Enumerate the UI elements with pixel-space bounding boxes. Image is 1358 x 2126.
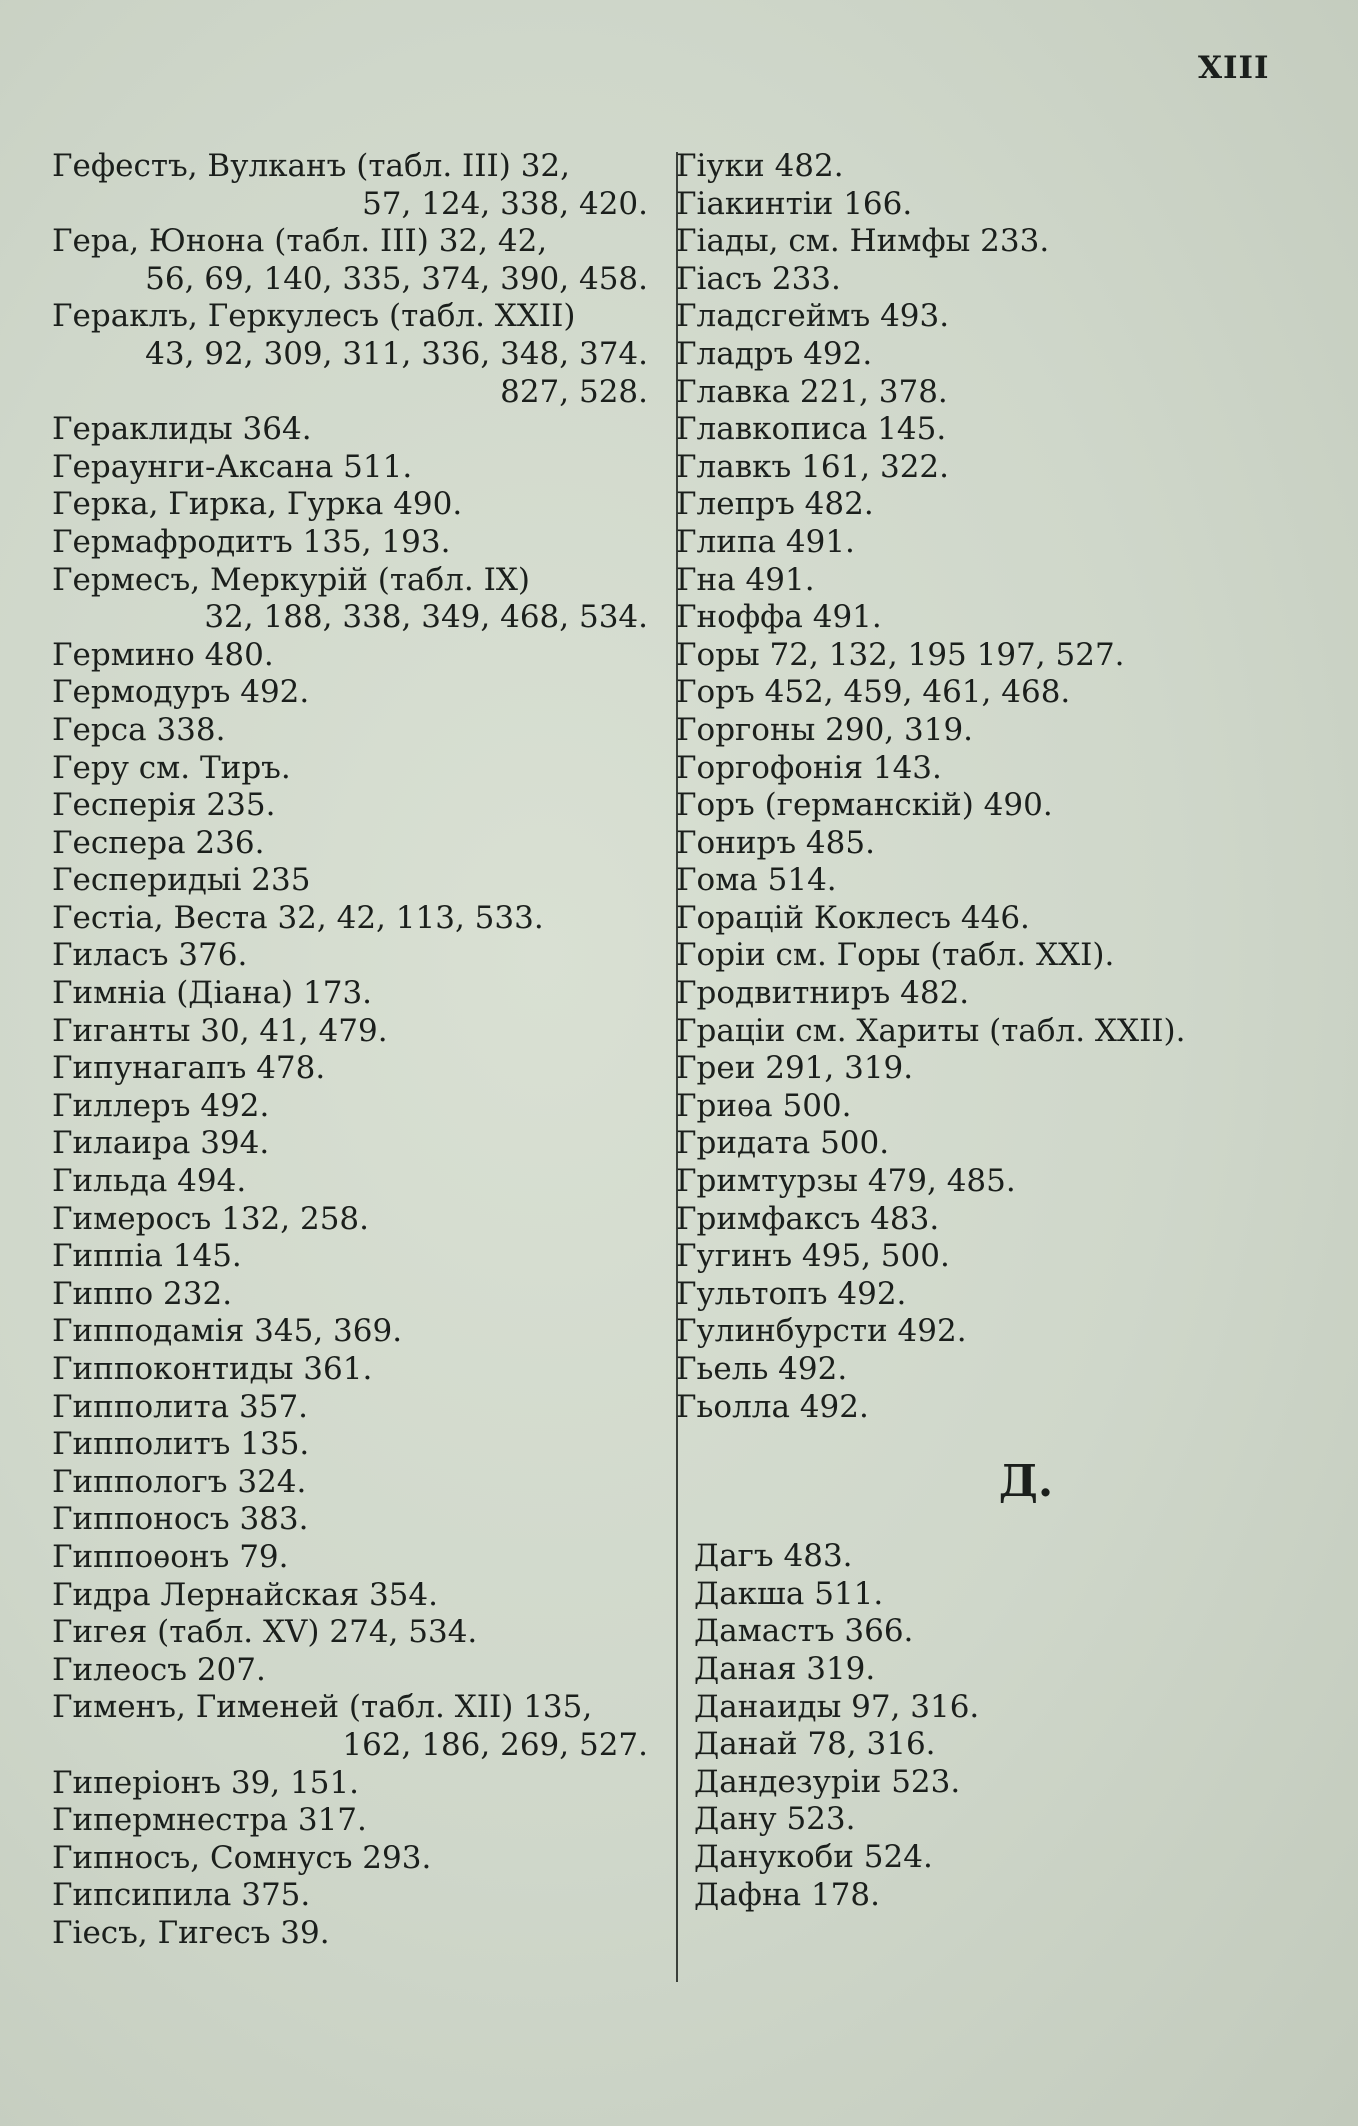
index-entry: Гиппо 232. xyxy=(52,1275,233,1312)
index-entry: Гугинъ 495, 500. xyxy=(676,1238,950,1275)
index-entry: Гладсгеймъ 493. xyxy=(676,298,950,335)
index-entry: Гимеросъ 132, 258. xyxy=(52,1200,369,1237)
index-entry: Гиппоконтиды 361. xyxy=(52,1351,373,1387)
index-entry: Гермино 480. xyxy=(52,636,274,673)
index-entry: Гигея (табл. XV) 274, 534. xyxy=(52,1614,478,1651)
index-entry: 162, 186, 269, 527. xyxy=(342,1726,648,1763)
index-entry: Гипсипила 375. xyxy=(52,1877,311,1914)
index-entry: Гіуки 482. xyxy=(676,148,844,184)
index-entry: Данукоби 524. xyxy=(694,1838,933,1875)
index-entry: Герка, Гирка, Гурка 490. xyxy=(52,486,463,523)
index-entry: Гіакинтіи 166. xyxy=(676,185,913,222)
index-entry: Граціи см. Хариты (табл. XXII). xyxy=(676,1012,1186,1049)
index-entry: Горъ 452, 459, 461, 468. xyxy=(676,674,1071,711)
index-entry: Горы 72, 132, 195 197, 527. xyxy=(676,636,1125,673)
index-entry: Гиппоѳонъ 79. xyxy=(52,1538,289,1575)
index-entry: Гермесъ, Меркурій (табл. IX) xyxy=(52,561,530,598)
index-entry: Гефестъ, Вулканъ (табл. III) 32, xyxy=(52,148,571,184)
index-entry: Гиппіа 145. xyxy=(52,1238,242,1275)
index-entry: Горгоны 290, 319. xyxy=(676,711,974,748)
index-entry: Гесперидыі 235 xyxy=(52,862,311,899)
index-entry: Гидра Лернайская 354. xyxy=(52,1576,438,1613)
index-entry: Гиганты 30, 41, 479. xyxy=(52,1012,388,1049)
index-entry: 32, 188, 338, 349, 468, 534. xyxy=(204,599,648,636)
index-entry: Гераунги-Аксана 511. xyxy=(52,448,413,485)
index-entry: Гіесъ, Гигесъ 39. xyxy=(52,1914,330,1951)
index-column-left xyxy=(52,148,662,1953)
index-entry: Горгофонія 143. xyxy=(676,749,942,786)
index-entry: Дану 523. xyxy=(694,1801,856,1838)
index-entry: Дагъ 483. xyxy=(694,1538,853,1575)
index-entry: Гиппоносъ 383. xyxy=(52,1501,309,1538)
index-entry: Гилеосъ 207. xyxy=(52,1651,266,1688)
index-entry: Глипа 491. xyxy=(676,523,855,560)
index-entry: Гипподамія 345, 369. xyxy=(52,1313,403,1350)
index-entry: Гримфаксъ 483. xyxy=(676,1200,940,1237)
index-entry: Гридата 500. xyxy=(676,1125,890,1162)
index-entry: Гермодуръ 492. xyxy=(52,674,310,711)
index-entry: Дамастъ 366. xyxy=(694,1613,914,1650)
index-entry: Гераклиды 364. xyxy=(52,411,312,448)
index-entry: Данаиды 97, 316. xyxy=(694,1688,980,1725)
index-entry: Гипермнестра 317. xyxy=(52,1802,367,1839)
index-entry: Гераклъ, Геркулесъ (табл. XXII) xyxy=(52,298,576,335)
index-entry: Глепръ 482. xyxy=(676,486,874,523)
index-entry: Гипполита 357. xyxy=(52,1388,309,1425)
index-entry: Греи 291, 319. xyxy=(676,1050,914,1087)
index-entry: Гипунагапъ 478. xyxy=(52,1050,326,1087)
index-entry: Гультопъ 492. xyxy=(676,1275,907,1312)
index-entry: Гипполитъ 135. xyxy=(52,1426,310,1463)
section-letter: Д. xyxy=(998,1456,1054,1508)
index-entry: Дандезуріи 523. xyxy=(694,1763,961,1800)
index-entry: Дакша 511. xyxy=(694,1575,884,1612)
index-entry: Гна 491. xyxy=(676,561,815,598)
index-entry: Главкописа 145. xyxy=(676,411,947,448)
index-entry: 57, 124, 338, 420. xyxy=(362,185,648,222)
index-entry: Главкъ 161, 322. xyxy=(676,448,950,485)
index-entry: Гимніа (Діана) 173. xyxy=(52,975,373,1012)
index-entry: Гермафродитъ 135, 193. xyxy=(52,523,451,560)
index-entry: Гиппологъ 324. xyxy=(52,1463,307,1500)
index-entry: Горіи см. Горы (табл. XXI). xyxy=(676,937,1115,974)
index-entry: Горъ (германскій) 490. xyxy=(676,787,1053,824)
index-entry: 43, 92, 309, 311, 336, 348, 374. xyxy=(145,335,648,372)
index-entry: Гера, Юнона (табл. III) 32, 42, xyxy=(52,223,548,260)
index-entry: 56, 69, 140, 335, 374, 390, 458. xyxy=(145,260,648,297)
index-entry: Гиласъ 376. xyxy=(52,937,248,974)
index-entry: Гіады, см. Нимфы 233. xyxy=(676,223,1050,260)
index-entry: Гиперіонъ 39, 151. xyxy=(52,1764,360,1801)
index-entry: Гилаира 394. xyxy=(52,1125,270,1162)
index-entry: Гьель 492. xyxy=(676,1351,848,1387)
index-entry: Гіасъ 233. xyxy=(676,260,841,297)
index-entry: Гьолла 492. xyxy=(676,1388,869,1425)
index-entry: Гесперія 235. xyxy=(52,787,276,824)
index-entry: Гиллеръ 492. xyxy=(52,1087,270,1124)
index-entry: Гома 514. xyxy=(676,862,837,899)
index-entry: Гименъ, Гименей (табл. XII) 135, xyxy=(52,1689,593,1726)
index-entry: Гестіа, Веста 32, 42, 113, 533. xyxy=(52,899,544,936)
index-entry: Гладръ 492. xyxy=(676,335,873,372)
index-entry: Гродвитниръ 482. xyxy=(676,975,970,1012)
index-entry: Гноффа 491. xyxy=(676,599,882,636)
index-column-right xyxy=(676,148,1316,1914)
index-entry: Гримтурзы 479, 485. xyxy=(676,1163,1016,1200)
index-entry: Дафна 178. xyxy=(694,1876,880,1913)
index-entry: 827, 528. xyxy=(500,373,648,410)
page-number: XIII xyxy=(1198,50,1270,86)
index-entry: Геспера 236. xyxy=(52,824,265,861)
index-entry: Даная 319. xyxy=(694,1650,876,1687)
index-entry: Герса 338. xyxy=(52,711,226,748)
index-entry: Гипносъ, Сомнусъ 293. xyxy=(52,1839,432,1876)
index-entry: Гильда 494. xyxy=(52,1163,247,1200)
index-entry: Данай 78, 316. xyxy=(694,1726,936,1763)
index-entry: Главка 221, 378. xyxy=(676,373,948,410)
index-entry: Горацій Коклесъ 446. xyxy=(676,899,1030,936)
index-entry: Гониръ 485. xyxy=(676,824,875,861)
index-entry: Гриѳа 500. xyxy=(676,1087,852,1124)
index-entry: Гулинбурсти 492. xyxy=(676,1313,967,1350)
index-entry: Геру см. Тиръ. xyxy=(52,749,291,786)
